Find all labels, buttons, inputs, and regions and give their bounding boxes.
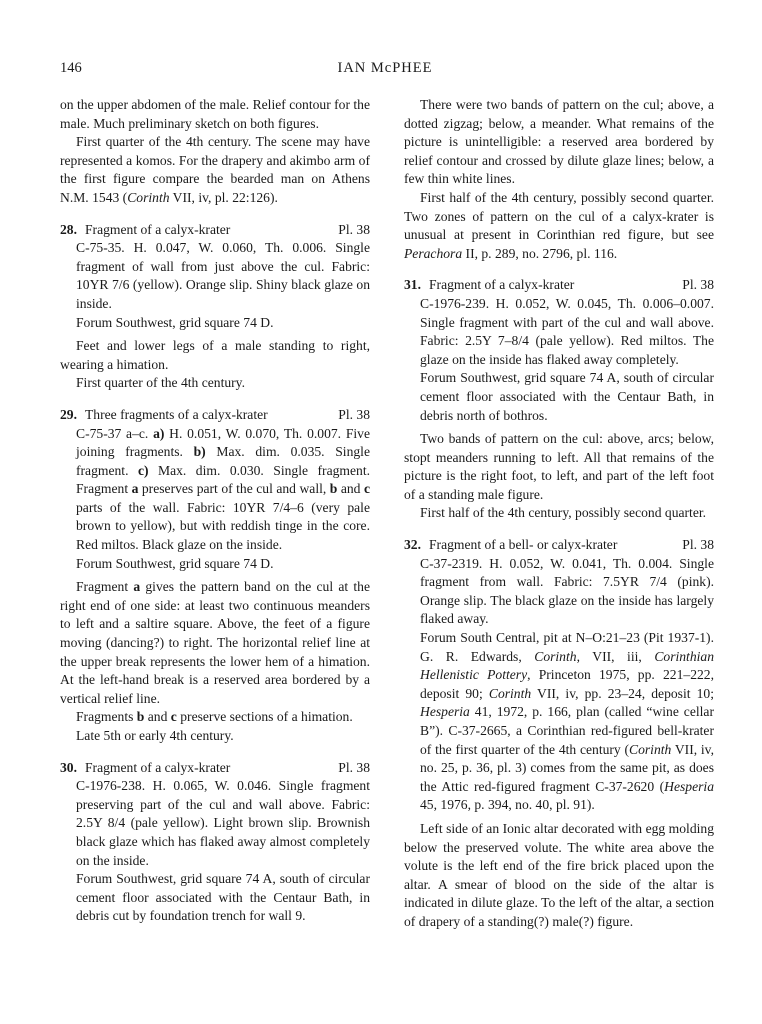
entry-commentary: Left side of an Ionic altar decorated with egg molding below the preserved volute. The white area above the volute is the left end of the fire brick placed upon the altar. A smear of blood on the side of the altar is indicated in dilute glaze. To the left of the altar, a section of drapery of a standing(?) male(?) figure.: [404, 820, 714, 929]
page-header: [60, 60, 710, 84]
plate-reference: Pl. 38: [338, 221, 370, 237]
entry-number: 30.: [60, 759, 77, 775]
catalog-entry-29: [60, 406, 370, 746]
entry-heading: [60, 221, 370, 240]
entry-description: C-75-35. H. 0.047, W. 0.060, Th. 0.006. Single fragment of wall from just above the cul. Fabric: 10YR 7/6 (yellow). Orange slip. Shiny black glaze on inside. Forum Southwest, grid square 74 D.: [76, 240, 370, 330]
catalog-entry-30: [60, 759, 370, 926]
entry-heading: [404, 276, 714, 295]
page-number: 146: [60, 60, 82, 76]
entry-description: C-1976-239. H. 0.052, W. 0.045, Th. 0.006–0.007. Single fragment with part of the cul and wall above. Fabric: 2.5Y 7–8/4 (pale yellow). Red miltos. The glaze on the inside has flaked away completely. Forum Southwest, grid square 74 A, south of circular cement floor associated with the Centaur Bath, in debris north of bothros.: [420, 295, 714, 423]
entry-number: 28.: [60, 221, 77, 237]
catalog-entry-31: [404, 276, 714, 523]
entry-30-date: First half of the 4th century, possibly second quarter. Two zones of pattern on the cul of a calyx-krater is unusual at present in Corinthian red figure, but see Perachora II, p. 289, no. 2796, pl. 116.: [404, 189, 714, 261]
entry-date: Late 5th or early 4th century.: [76, 728, 234, 743]
entry-date: First quarter of the 4th century.: [76, 375, 245, 391]
entry-heading: [60, 759, 370, 778]
entry-heading: [60, 406, 370, 425]
entry-title: Fragment of a calyx-krater: [85, 221, 231, 237]
plate-reference: Pl. 38: [682, 537, 714, 553]
entry-number: 32.: [404, 537, 421, 553]
catalog-entry-28: [60, 221, 370, 393]
entry-number: 29.: [60, 406, 77, 422]
entry-title: Fragment of a calyx-krater: [429, 277, 575, 293]
plate-reference: Pl. 38: [338, 759, 370, 775]
entry-description: C-1976-238. H. 0.065, W. 0.046. Single fragment preserving part of the cul and wall above. Fabric: 2.5Y 8/4 (pale yellow). Light brown slip. Brownish black glaze which has flaked away almost completely on the inside. Forum Southwest, grid square 74 A, south of circular cement floor associated with the Centaur Bath, in debris cut by foundation trench for wall 9.: [76, 778, 370, 924]
intro-paragraph-2: First quarter of the 4th century. The scene may have represented a komos. For the drapery and akimbo arm of the first figure compare the bearded man on Athens N.M. 1543 (Corinth VII, iv, pl. 22:126).: [60, 134, 370, 205]
plate-reference: Pl. 38: [338, 406, 370, 422]
entry-title: Fragment of a bell- or calyx-krater: [429, 537, 618, 553]
entry-commentary: Two bands of pattern on the cul: above, arcs; below, stopt meanders running to left. All that remains of the picture is the right foot, to left, and part of the left foot of a standing male figure.: [404, 431, 714, 502]
entry-title: Three fragments of a calyx-krater: [85, 406, 268, 422]
plate-reference: Pl. 38: [682, 277, 714, 293]
left-column: [60, 96, 370, 926]
catalog-entry-32: [404, 536, 714, 931]
entry-commentary: Fragment a gives the pattern band on the cul at the right end of one side: at least two continuous meanders to left and a saltire square. Above, the feet of a figure moving (dancing?) to right. The horizontal relief line at the upper break represents the lower hem of a himation. At the left-hand break is a reserved area bordered by a vertical relief line.: [60, 579, 370, 706]
entry-title: Fragment of a calyx-krater: [85, 759, 231, 775]
entry-description: C-37-2319. H. 0.052, W. 0.041, Th. 0.004. Single fragment from wall. Fabric: 7.5YR 7/4 (pink). Orange slip. The black glaze on the inside has largely flaked away. Forum South Central, pit at N–O:21–23 (Pit 1937-1). G. R. Edwards, Corinth, VII, iii, Corinthian Hellenistic Pottery, Princeton 1975, pp. 221–222, deposit 90; Corinth VII, iv, pp. 23–24, deposit 10; Hesperia 41, 1972, p. 166, plan (called “wine cellar B”). C-37-2665, a Corinthian red-figured bell-krater of the first quarter of the 4th century (Corinth VII, iv, no. 25, p. 36, pl. 3) comes from the same pit, as does the Attic red-figured fragment C-37-2620 (Hesperia 45, 1976, p. 394, no. 40, pl. 91).: [420, 555, 714, 813]
entry-commentary: Feet and lower legs of a male standing to right, wearing a himation.: [60, 338, 370, 372]
running-head: IAN McPHEE: [337, 60, 433, 76]
entry-heading: [404, 536, 714, 555]
entry-date: First half of the 4th century, possibly second quarter.: [420, 505, 707, 521]
right-column: [404, 96, 714, 932]
intro-paragraph-1: on the upper abdomen of the male. Relief contour for the male. Much preliminary sketch on both figures.: [60, 97, 370, 131]
entry-30-commentary: There were two bands of pattern on the cul; above, a dotted zigzag; below, a meander. What remains of the picture is unintelligible: a reserved area bordered by relief contour and crossed by dilute glaze lines; below, a few thin white lines.: [404, 97, 714, 187]
entry-commentary: Fragments b and c preserve sections of a himation.: [76, 709, 353, 725]
entry-description: C-75-37 a–c. a) H. 0.051, W. 0.070, Th. 0.007. Five joining fragments. b) Max. dim. 0.035. Single fragment. c) Max. dim. 0.030. Single fragment. Fragment a preserves part of the cul and wall, b and c parts of the wall. Fabric: 10YR 7/4–6 (very pale brown to yellow), but with reddish tinge in the core. Red miltos. Black glaze on the inside. Forum Southwest, grid square 74 D.: [76, 425, 370, 571]
entry-number: 31.: [404, 277, 421, 293]
